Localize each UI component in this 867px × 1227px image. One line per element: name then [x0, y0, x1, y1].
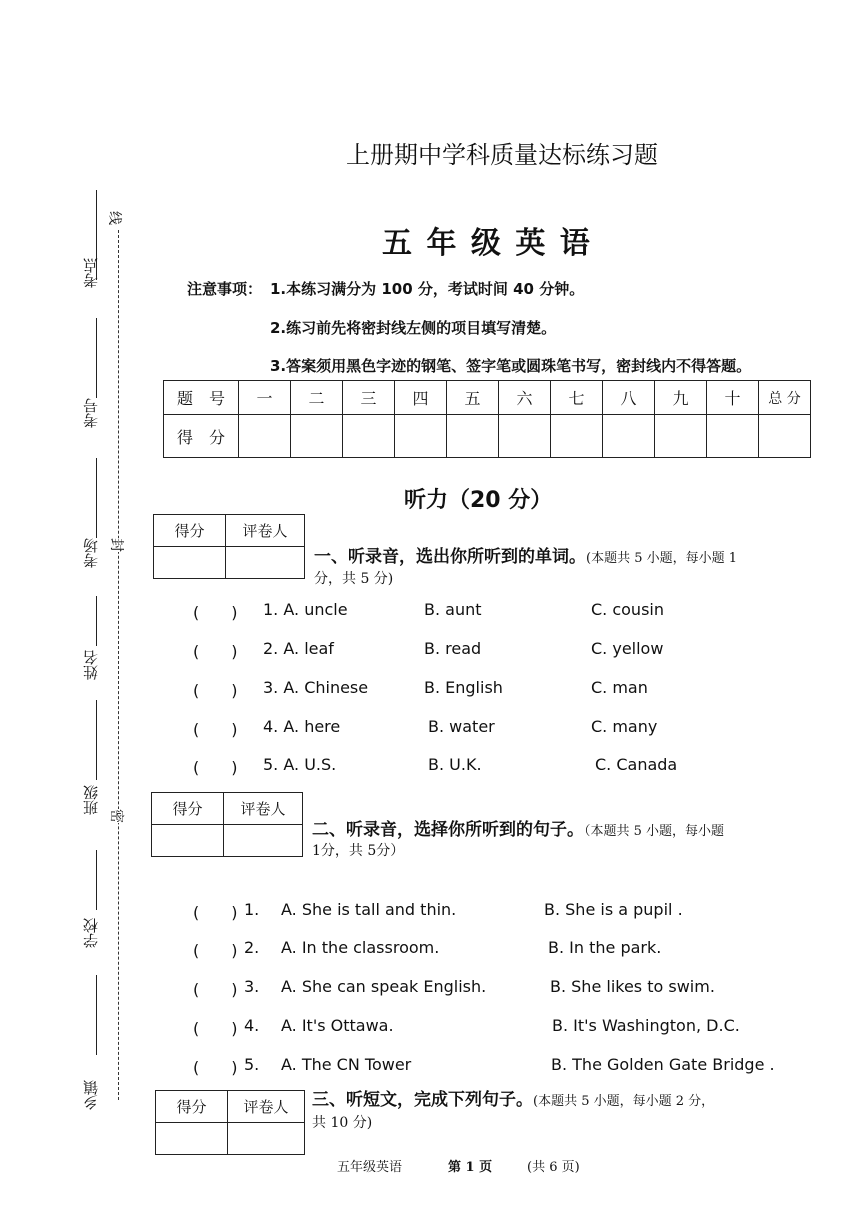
question-option-a: A. She can speak English.: [281, 977, 487, 996]
notes-label: 注意事项：: [187, 280, 263, 298]
score-table-col-1: 一: [239, 381, 291, 415]
score-table-col-6: 六: [499, 381, 551, 415]
answer-paren[interactable]: ( ): [193, 1058, 238, 1077]
margin-field-name: 姓名: [82, 650, 100, 680]
score-cell[interactable]: [343, 415, 395, 458]
note-item-1: 1.本练习满分为 100 分，考试时间 40 分钟。: [270, 280, 585, 298]
grade-box-3: [155, 1090, 305, 1155]
seal-char-close: 密: [107, 809, 127, 823]
exam-subject-title: 五 年 级 英 语: [382, 226, 592, 261]
section2-note-cont: 1分，共 5分）: [312, 843, 405, 859]
score-cell[interactable]: [707, 415, 759, 458]
question-option-b: B. She is a pupil .: [544, 900, 683, 919]
question-option-a: A. She is tall and thin.: [281, 900, 457, 919]
seal-char-line: 线: [106, 211, 122, 225]
question-option-b: B. read: [424, 639, 482, 658]
margin-field-exam-number: 考号: [82, 398, 100, 428]
section1-title: 一、听录音，选出你所听到的单词。(本题共 5 小题，每小题 1: [314, 547, 738, 567]
score-table-col-8: 八: [603, 381, 655, 415]
grade-box-grader-label: 评卷人: [228, 1091, 305, 1123]
seal-char-seal: 封: [107, 538, 127, 552]
margin-field-exam-room: 考场: [82, 538, 100, 568]
margin-field-exam-site: 考点: [82, 258, 100, 288]
section3-title: 三、听短文，完成下列句子。(本题共 5 小题，每小题 2 分，: [312, 1090, 715, 1110]
question-option-a: A. The CN Tower: [281, 1055, 412, 1074]
answer-paren[interactable]: ( ): [193, 681, 238, 700]
question-option-c: C. Canada: [595, 755, 678, 774]
question-option-b: B. U.K.: [428, 755, 482, 774]
answer-paren[interactable]: ( ): [193, 603, 238, 622]
question-option-a: 4. A. here: [263, 717, 341, 736]
section3-note: (本题共 5 小题，每小题 2 分，: [533, 1094, 715, 1109]
score-table-col-7: 七: [551, 381, 603, 415]
footer-subject: 五年级英语: [337, 1160, 403, 1175]
score-table-col-3: 三: [343, 381, 395, 415]
question-number: 3.: [244, 977, 260, 996]
grade-box-score-cell[interactable]: [156, 1123, 228, 1155]
question-option-a: 1. A. uncle: [263, 600, 348, 619]
score-table-col-total: 总 分: [759, 381, 811, 415]
footer-page-number: 第 1 页: [448, 1160, 493, 1175]
grade-box-1: [153, 514, 305, 579]
margin-field-class: 班级: [82, 785, 100, 815]
question-option-b: B. The Golden Gate Bridge .: [551, 1055, 775, 1074]
question-option-b: B. English: [424, 678, 503, 697]
question-option-b: B. In the park.: [548, 938, 662, 957]
score-table-col-9: 九: [655, 381, 707, 415]
grade-box-score-label: 得分: [152, 793, 224, 825]
grade-box-grader-cell[interactable]: [226, 547, 305, 579]
score-cell[interactable]: [291, 415, 343, 458]
question-option-a: A. It's Ottawa.: [281, 1016, 394, 1035]
grade-box-grader-label: 评卷人: [226, 515, 305, 547]
margin-field-school: 学校: [82, 918, 100, 948]
grade-box-grader-cell[interactable]: [228, 1123, 305, 1155]
question-number: 4.: [244, 1016, 260, 1035]
grade-box-grader-cell[interactable]: [224, 825, 303, 857]
score-table-col-4: 四: [395, 381, 447, 415]
score-cell[interactable]: [499, 415, 551, 458]
score-row-label: 得 分: [164, 415, 239, 458]
score-table-col-2: 二: [291, 381, 343, 415]
margin-field-town: 乡镇: [82, 1080, 100, 1110]
section1-note-cont: 分，共 5 分): [314, 571, 394, 587]
section2-title: 二、听录音，选择你所听到的句子。（本题共 5 小题，每小题: [312, 820, 725, 840]
grade-box-2: [151, 792, 303, 857]
answer-paren[interactable]: ( ): [193, 720, 238, 739]
question-number: 2.: [244, 938, 260, 957]
section2-note: （本题共 5 小题，每小题: [584, 824, 725, 839]
score-cell[interactable]: [239, 415, 291, 458]
answer-paren[interactable]: ( ): [193, 758, 238, 777]
question-option-b: B. It's Washington, D.C.: [552, 1016, 740, 1035]
grade-box-score-cell[interactable]: [152, 825, 224, 857]
grade-box-score-label: 得分: [154, 515, 226, 547]
answer-paren[interactable]: ( ): [193, 903, 238, 922]
question-option-b: B. aunt: [424, 600, 482, 619]
question-number: 1.: [244, 900, 260, 919]
question-option-c: C. yellow: [591, 639, 664, 658]
grade-box-score-cell[interactable]: [154, 547, 226, 579]
score-table-header-label: 题 号: [164, 381, 239, 415]
note-item-3: 3.答案须用黑色字迹的钢笔、签字笔或圆珠笔书写，密封线内不得答题。: [270, 357, 752, 375]
section1-note: (本题共 5 小题，每小题 1: [586, 551, 738, 566]
score-cell[interactable]: [551, 415, 603, 458]
score-cell[interactable]: [395, 415, 447, 458]
score-cell[interactable]: [759, 415, 811, 458]
grade-box-score-label: 得分: [156, 1091, 228, 1123]
question-option-c: C. man: [591, 678, 648, 697]
footer-total-pages: (共 6 页): [527, 1160, 580, 1175]
score-table: [163, 380, 811, 458]
question-option-a: 3. A. Chinese: [263, 678, 369, 697]
answer-paren[interactable]: ( ): [193, 642, 238, 661]
score-cell[interactable]: [603, 415, 655, 458]
question-option-a: A. In the classroom.: [281, 938, 440, 957]
listening-heading: 听力（20 分）: [404, 488, 553, 513]
question-option-c: C. cousin: [591, 600, 664, 619]
answer-paren[interactable]: ( ): [193, 980, 238, 999]
question-option-c: C. many: [591, 717, 658, 736]
grade-box-grader-label: 评卷人: [224, 793, 303, 825]
score-cell[interactable]: [655, 415, 707, 458]
answer-paren[interactable]: ( ): [193, 941, 238, 960]
question-option-b: B. She likes to swim.: [550, 977, 715, 996]
question-number: 5.: [244, 1055, 260, 1074]
section3-note-cont: 共 10 分): [312, 1115, 373, 1131]
exam-top-title: 上册期中学科质量达标练习题: [346, 141, 658, 169]
question-option-b: B. water: [428, 717, 495, 736]
score-table-col-5: 五: [447, 381, 499, 415]
question-option-a: 2. A. leaf: [263, 639, 334, 658]
answer-paren[interactable]: ( ): [193, 1019, 238, 1038]
note-item-2: 2.练习前先将密封线左侧的项目填写清楚。: [270, 319, 557, 337]
question-option-a: 5. A. U.S.: [263, 755, 337, 774]
score-cell[interactable]: [447, 415, 499, 458]
score-table-col-10: 十: [707, 381, 759, 415]
